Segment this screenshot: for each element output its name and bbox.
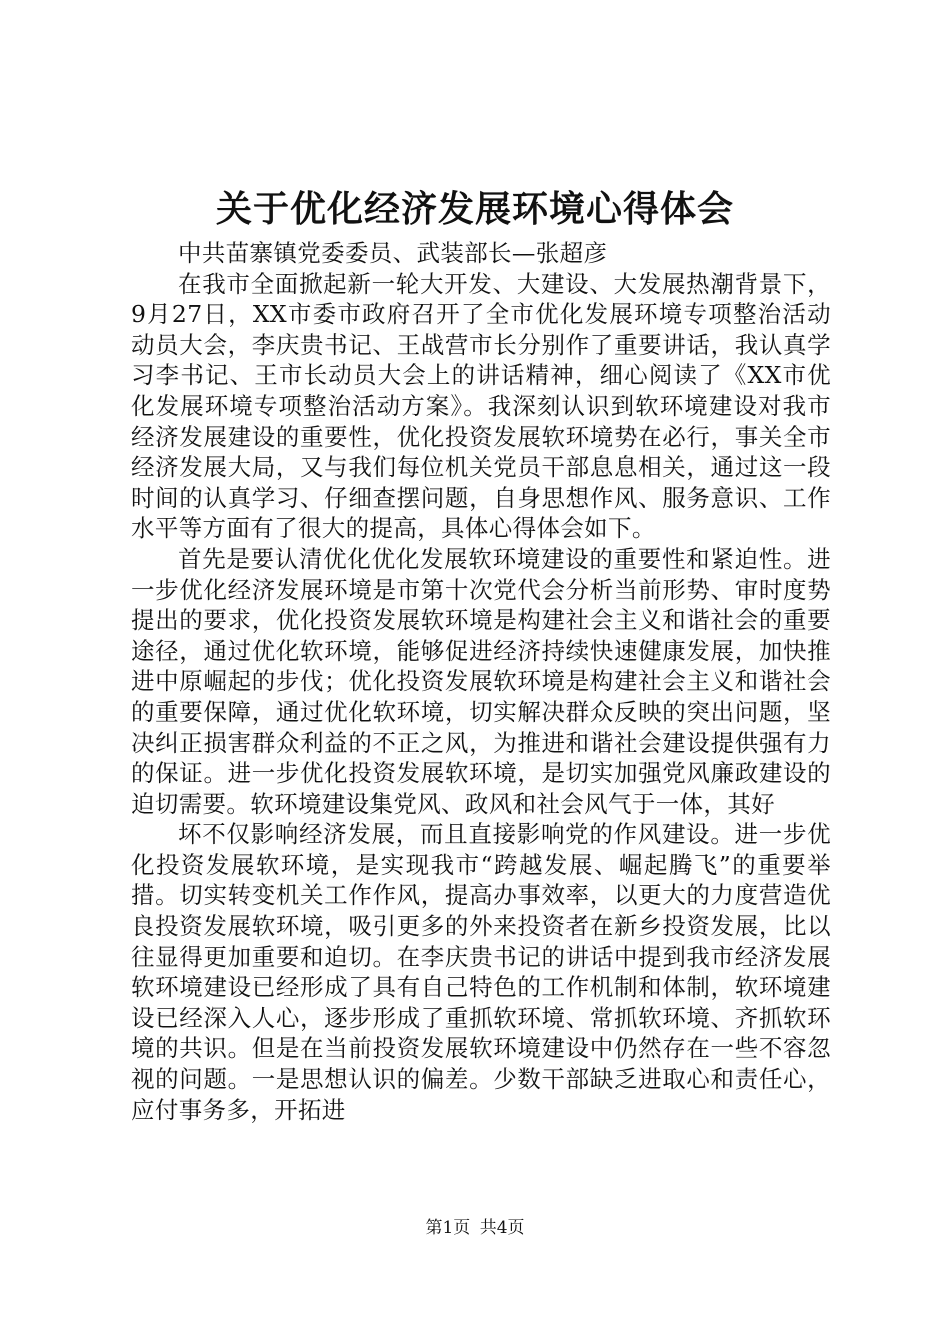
page-number-total: 共4页 xyxy=(479,1218,525,1238)
page-number-current: 第1页 xyxy=(425,1218,471,1238)
paragraph-1: 在我市全面掀起新一轮大开发、大建设、大发展热潮背景下，9月27日，XX市委市政府召开了全市优化发展环境专项整治活动动员大会，李庆贵书记、王战营市长分别作了重要讲话，我认真学习李书记、王市长动员大会上的讲话精神，细心阅读了《XX市优化发展环境专项整治活动方案》。我深刻认识到软环境建设对我市经济发展建设的重要性，优化投资发展软环境势在必行，事关全市经济发展大局，又与我们每位机关党员干部息息相关，通过这一段时间的认真学习、仔细查摆问题，自身思想作风、服务意识、工作水平等方面有了很大的提高，具体心得体会如下。 xyxy=(131,269,831,543)
paragraph-3: 坏不仅影响经济发展，而且直接影响党的作风建设。进一步优化投资发展软环境，是实现我市“跨越发展、崛起腾飞”的重要举措。切实转变机关工作作风，提高办事效率，以更大的力度营造优良投资发展软环境，吸引更多的外来投资者在新乡投资发展，比以往显得更加重要和迫切。在李庆贵书记的讲话中提到我市经济发展软环境建设已经形成了具有自己特色的工作机制和体制，软环境建设已经深入人心，逐步形成了重抓软环境、常抓软环境、齐抓软环境的共识。但是在当前投资发展软环境建设中仍然存在一些不容忽视的问题。一是思想认识的偏差。少数干部缺乏进取心和责任心，应付事务多，开拓进 xyxy=(131,820,831,1124)
document-body xyxy=(131,238,831,1125)
author-line: 中共苗寨镇党委委员、武装部长—张超彦 xyxy=(178,239,608,267)
document-title: 关于优化经济发展环境心得体会 xyxy=(215,188,734,230)
paragraph-2: 首先是要认清优化优化发展软环境建设的重要性和紧迫性。进一步优化经济发展环境是市第十次党代会分析当前形势、审时度势提出的要求，优化投资发展软环境是构建社会主义和谐社会的重要途径，通过优化软环境，能够促进经济持续快速健康发展，加快推进中原崛起的步伐；优化投资发展软环境是构建社会主义和谐社会的重要保障，通过优化软环境，切实解决群众反映的突出问题，坚决纠正损害群众利益的不正之风，为推进和谐社会建设提供强有力的保证。进一步优化投资发展软环境，是切实加强党风廉政建设的迫切需要。软环境建设集党风、政风和社会风气于一体，其好 xyxy=(131,544,831,818)
page-footer xyxy=(0,1216,950,1240)
